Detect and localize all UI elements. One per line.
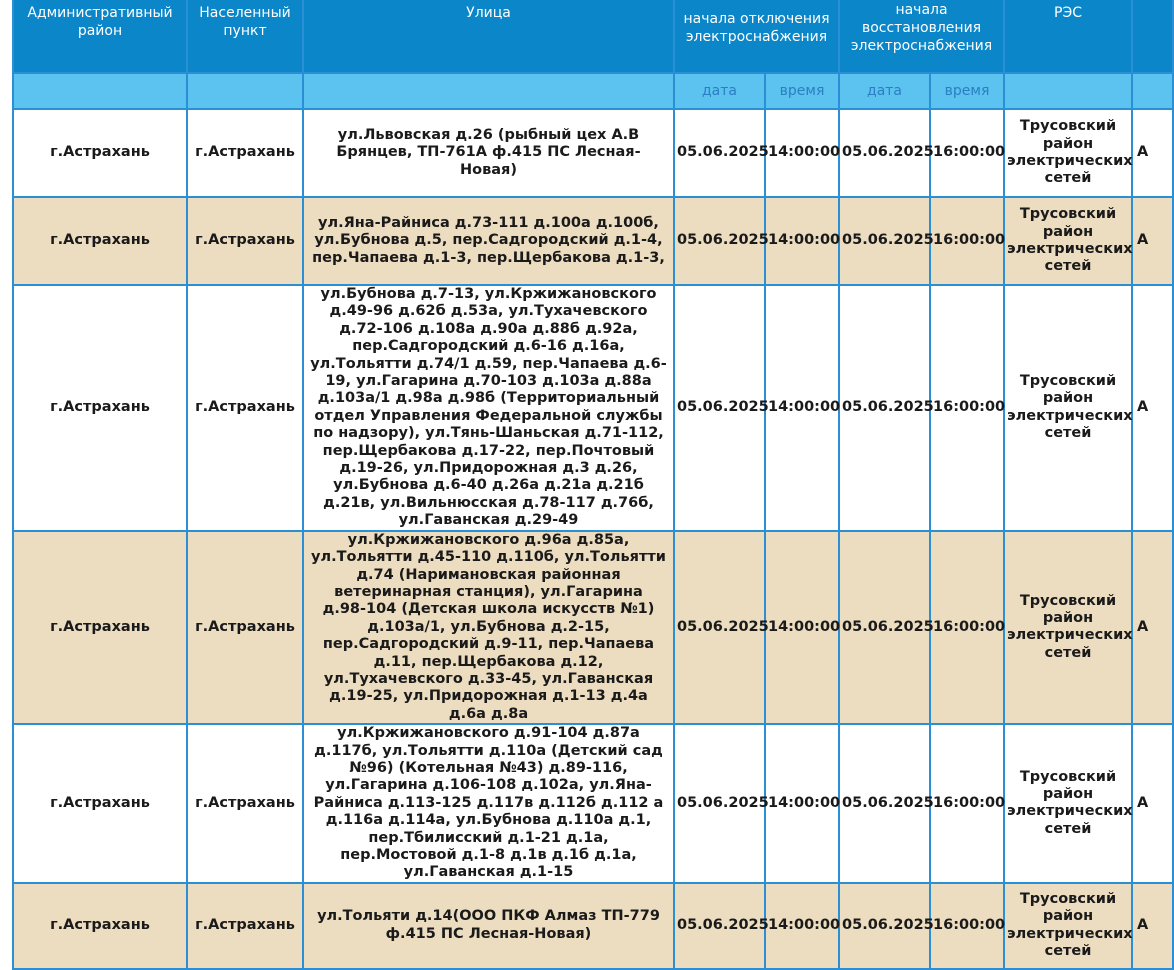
cell-on-time: 16:00:00 xyxy=(930,724,1004,883)
cell-on-date: 05.06.2025 xyxy=(839,724,930,883)
cell-off-date: 05.06.2025 xyxy=(674,109,765,197)
header-res: РЭС xyxy=(1004,0,1132,73)
cell-on-time: 16:00:00 xyxy=(930,285,1004,531)
subheader-time-off: время xyxy=(765,73,839,109)
cell-on-time: 16:00:00 xyxy=(930,883,1004,969)
cell-on-date: 05.06.2025 xyxy=(839,285,930,531)
cell-district: г.Астрахань xyxy=(13,724,187,883)
cell-extra: А xyxy=(1132,285,1173,531)
cell-locality: г.Астрахань xyxy=(187,109,303,197)
cell-extra: А xyxy=(1132,197,1173,285)
cell-street: ул.Кржижановского д.96а д.85а, ул.Тольятти д.45-110 д.110б, ул.Тольятти д.74 (Наримановская районная ветеринарная станция), ул.Гагарина д.98-104 (Детская школа искусств №1) д.103а/1, ул.Бубнова д.2-15, пер.Садгородский д.9-11, пер.Чапаева д.11, пер.Щербакова д.12, ул.Тухачевского д.33-45, ул.Гаванская д.19-25, ул.Придорожная д.1-13 д.4а д.6а д.8а xyxy=(303,531,674,724)
cell-locality: г.Астрахань xyxy=(187,531,303,724)
outage-table xyxy=(12,0,1174,970)
cell-locality: г.Астрахань xyxy=(187,285,303,531)
header-row xyxy=(13,0,1173,73)
table-row xyxy=(13,724,1173,883)
cell-locality: г.Астрахань xyxy=(187,197,303,285)
cell-district: г.Астрахань xyxy=(13,531,187,724)
subheader-date-on: дата xyxy=(839,73,930,109)
table-row xyxy=(13,197,1173,285)
table-row xyxy=(13,883,1173,969)
cell-on-time: 16:00:00 xyxy=(930,531,1004,724)
cell-locality: г.Астрахань xyxy=(187,724,303,883)
subheader-empty-res xyxy=(1004,73,1132,109)
header-restore-start xyxy=(839,0,1004,73)
cell-extra: А xyxy=(1132,109,1173,197)
cell-res: Трусовский район электрических сетей xyxy=(1004,883,1132,969)
cell-street: ул.Тольяти д.14(ООО ПКФ Алмаз ТП-779 ф.415 ПС Лесная-Новая) xyxy=(303,883,674,969)
cell-street: ул.Яна-Райниса д.73-111 д.100а д.100б, ул.Бубнова д.5, пер.Садгородский д.1-4, пер.Чапаева д.1-3, пер.Щербакова д.1-3, xyxy=(303,197,674,285)
cell-res: Трусовский район электрических сетей xyxy=(1004,197,1132,285)
cell-on-date: 05.06.2025 xyxy=(839,531,930,724)
header-extra xyxy=(1132,0,1173,73)
cell-res: Трусовский район электрических сетей xyxy=(1004,724,1132,883)
cell-district: г.Астрахань xyxy=(13,285,187,531)
cell-off-date: 05.06.2025 xyxy=(674,285,765,531)
cell-off-date: 05.06.2025 xyxy=(674,531,765,724)
cell-street: ул.Львовская д.26 (рыбный цех А.В Брянцев, ТП-761А ф.415 ПС Лесная-Новая) xyxy=(303,109,674,197)
cell-extra: А xyxy=(1132,883,1173,969)
subheader-empty-1 xyxy=(13,73,187,109)
cell-off-time: 14:00:00 xyxy=(765,197,839,285)
cell-on-time: 16:00:00 xyxy=(930,197,1004,285)
header-off-start xyxy=(674,0,839,73)
table-row xyxy=(13,531,1173,724)
outage-table-container xyxy=(12,0,1172,970)
cell-on-date: 05.06.2025 xyxy=(839,883,930,969)
cell-res: Трусовский район электрических сетей xyxy=(1004,285,1132,531)
header-street: Улица xyxy=(303,0,674,73)
cell-extra: А xyxy=(1132,724,1173,883)
subheader-date-off: дата xyxy=(674,73,765,109)
subheader-row xyxy=(13,73,1173,109)
cell-district: г.Астрахань xyxy=(13,883,187,969)
cell-street: ул.Бубнова д.7-13, ул.Кржижановского д.49-96 д.62б д.53а, ул.Тухачевского д.72-106 д.108а д.90а д.88б д.92а, пер.Садгородский д.6-16 д.16а, ул.Тольятти д.74/1 д.59, пер.Чапаева д.6-19, ул.Гагарина д.70-103 д.103а д.88а д.103а/1 д.98а д.98б (Территориальный отдел Управления Федеральной службы по надзору), ул.Тянь-Шаньская д.71-112, пер.Щербакова д.17-22, пер.Почтовый д.19-26, ул.Придорожная д.3 д.26, ул.Бубнова д.6-40 д.26а д.21а д.21б д.21в, ул.Вильнюсская д.78-117 д.76б, ул.Гаванская д.29-49 xyxy=(303,285,674,531)
cell-res: Трусовский район электрических сетей xyxy=(1004,531,1132,724)
cell-off-time: 14:00:00 xyxy=(765,285,839,531)
header-district: Административный район xyxy=(13,0,187,73)
cell-on-date: 05.06.2025 xyxy=(839,197,930,285)
cell-district: г.Астрахань xyxy=(13,109,187,197)
cell-off-date: 05.06.2025 xyxy=(674,724,765,883)
subheader-empty-extra xyxy=(1132,73,1173,109)
cell-res: Трусовский район электрических сетей xyxy=(1004,109,1132,197)
subheader-empty-2 xyxy=(187,73,303,109)
cell-district: г.Астрахань xyxy=(13,197,187,285)
cell-off-time: 14:00:00 xyxy=(765,531,839,724)
cell-off-time: 14:00:00 xyxy=(765,883,839,969)
table-row xyxy=(13,285,1173,531)
cell-extra: А xyxy=(1132,531,1173,724)
cell-locality: г.Астрахань xyxy=(187,883,303,969)
subheader-time-on: время xyxy=(930,73,1004,109)
cell-off-date: 05.06.2025 xyxy=(674,883,765,969)
cell-street: ул.Кржижановского д.91-104 д.87а д.117б, ул.Тольятти д.110а (Детский сад №96) (Котельная №43) д.89-116, ул.Гагарина д.106-108 д.102а, ул.Яна-Райниса д.113-125 д.117в д.112б д.112 а д.116а д.114а, ул.Бубнова д.110а д.1, пер.Тбилисский д.1-21 д.1а, пер.Мостовой д.1-8 д.1в д.1б д.1а, ул.Гаванская д.1-15 xyxy=(303,724,674,883)
cell-off-date: 05.06.2025 xyxy=(674,197,765,285)
table-row xyxy=(13,109,1173,197)
cell-off-time: 14:00:00 xyxy=(765,109,839,197)
cell-on-time: 16:00:00 xyxy=(930,109,1004,197)
cell-on-date: 05.06.2025 xyxy=(839,109,930,197)
subheader-empty-3 xyxy=(303,73,674,109)
cell-off-time: 14:00:00 xyxy=(765,724,839,883)
header-restore-start-label: начала восстановления электроснабжения xyxy=(850,2,993,54)
header-locality: Населенный пункт xyxy=(187,0,303,73)
header-off-start-label: начала отключения электроснабжения xyxy=(683,11,830,45)
